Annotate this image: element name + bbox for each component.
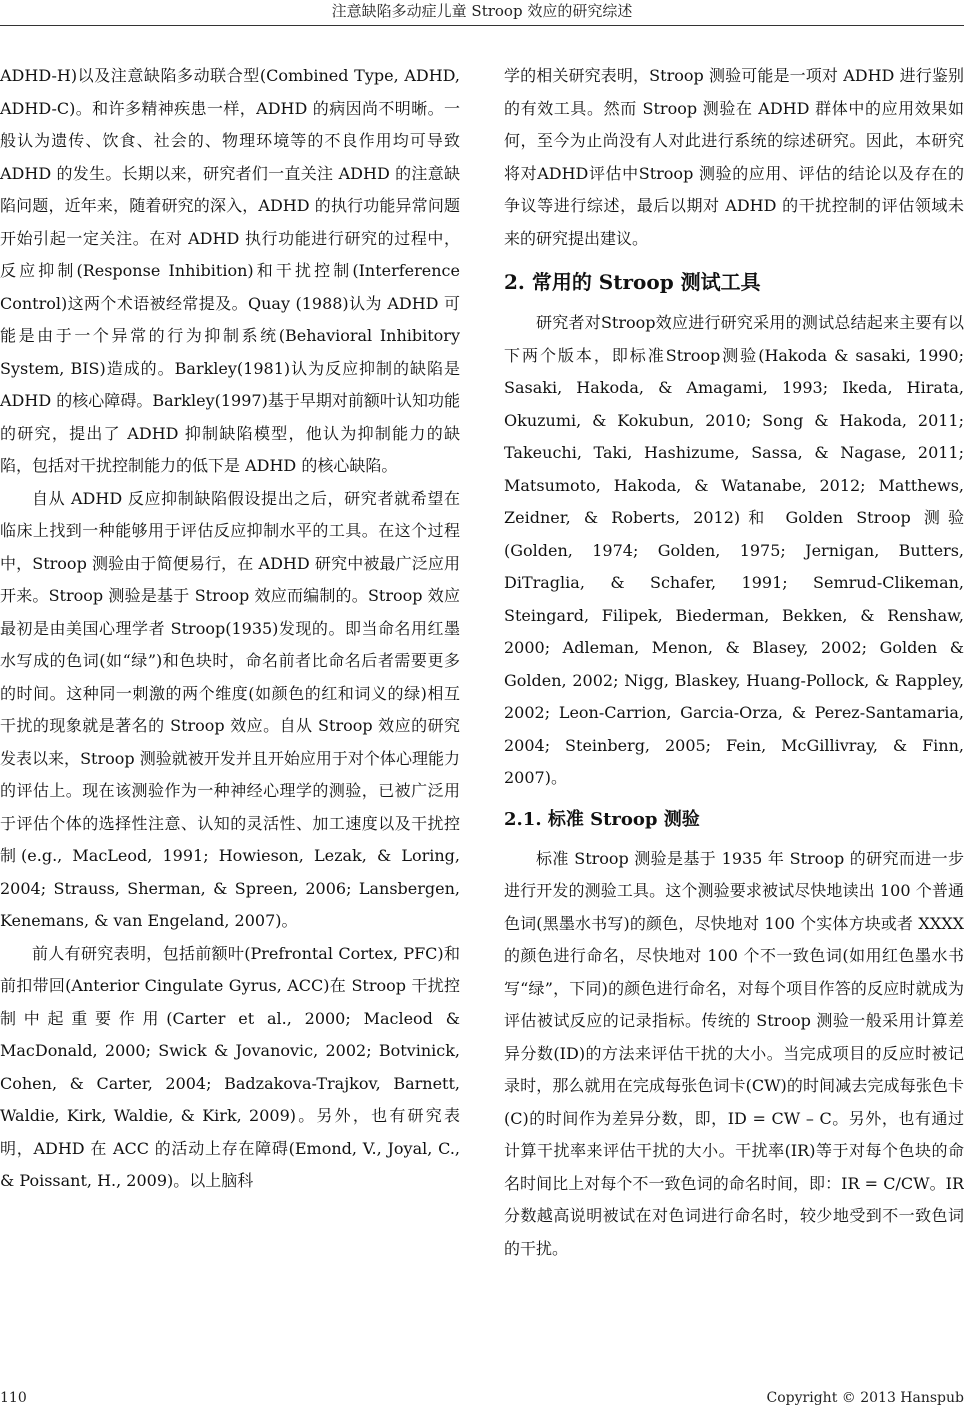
body-paragraph: 学的相关研究表明，Stroop 测验可能是一项对 ADHD 进行鉴别的有效工具。然而 Stroop 测验在 ADHD 群体中的应用效果如何，至今为止尚没有人对此进行系统的综述研究。因此，本研究将对ADHD评估中Stroop 测验的应用、评估的结论以及存在的争议等进行综述，最后以期对 ADHD 的干扰控制的评估领域未来的研究提出建议。 [504,66,964,248]
copyright-notice: Copyright © 2013 Hanspub [766,1390,964,1406]
body-paragraph: ADHD-H)以及注意缺陷多动联合型(Combined Type, ADHD, ADHD-C)。和许多精神疾患一样，ADHD 的病因尚不明晰。一般认为遗传、饮食、社会的、物理环境等的不良作用均可导致 ADHD 的发生。长期以来，研究者们一直关注 ADHD 的注意缺陷问题，近年来，随着研究的深入，ADHD 的执行功能异常问题开始引起一定关注。在对 ADHD 执行功能进行研究的过程中，反应抑制(Response Inhibition)和干扰控制(Interference Control)这两个术语被经常提及。Quay (1988)认为 ADHD 可能是由于一个异常的行为抑制系统(Behavioral Inhibitory System, BIS)造成的。Barkley(1981)认为反应抑制的缺陷是 ADHD 的核心障碍。Barkley(1997)基于早期对前额叶认知功能的研究，提出了 ADHD 抑制缺陷模型，他认为抑制能力的缺陷，包括对干扰控制能力的低下是 ADHD 的核心缺陷。 [0,66,460,475]
running-head-title: 注意缺陷多动症儿童 Stroop 效应的研究综述 [331,2,633,20]
body-paragraph: 自从 ADHD 反应抑制缺陷假设提出之后，研究者就希望在临床上找到一种能够用于评估反应抑制水平的工具。在这个过程中，Stroop 测验由于简便易行，在 ADHD 研究中被最广泛应用开来。Stroop 测验是基于 Stroop 效应而编制的。Stroop 效应最初是由美国心理学者 Stroop(1935)发现的。即当命名用红墨水写成的色词(如“绿”)和色块时，命名前者比命名后者需要更多的时间。这种同一刺激的两个维度(如颜色的红和词义的绿)相互干扰的现象就是著名的 Stroop 效应。自从 Stroop 效应的研究发表以来，Stroop 测验就被开发并且开始应用于对个体心理能力的评估上。现在该测验作为一种神经心理学的测验，已被广泛用于评估个体的选择性注意、认知的灵活性、加工速度以及干扰控制(e.g., MacLeod, 1991; Howieson, Lezak, & Loring, 2004; Strauss, Sherman, & Spreen, 2006; Lansbergen, Kenemans, & van Engeland, 2007)。 [0,488,460,930]
page-number: 110 [0,1390,27,1406]
body-paragraph: 研究者对Stroop效应进行研究采用的测试总结起来主要有以下两个版本，即标准Stroop测验(Hakoda & sasaki, 1990; Sasaki, Hakoda, & Amagami, 1993; Ikeda, Hirata, Okuzumi, & Kokubun, 2010; Song & Hakoda, 2011; Takeuchi, Taki, Hashizume, Sassa, & Nagase, 2011; Matsumoto, Hakoda, & Watanabe, 2012; Matthews, Zeidner, & Roberts, 2012)和 Golden Stroop 测验 (Golden, 1974; Golden, 1975; Jernigan, Butters, DiTraglia, & Schafer, 1991; Semrud-Clikeman, Steingard, Filipek, Biederman, Bekken, & Renshaw, 2000; Adleman, Menon, & Blasey, 2002; Golden & Golden, 2002; Nigg, Blaskey, Huang-Pollock, & Rappley, 2002; Leon-Carrion, Garcia-Orza, & Perez-Santamaria, 2004; Steinberg, 2005; Fein, McGillivray, & Finn, 2007)。 [504,313,964,787]
body-paragraph: 前人有研究表明，包括前额叶(Prefrontal Cortex, PFC)和前扣带回(Anterior Cingulate Gyrus, ACC)在 Stroop 干扰控制中起重要作用(Carter et al., 2000; Macleod & MacDonald, 2000; Swick & Jovanovic, 2002; Botvinick, Cohen, & Carter, 2004; Badzakova-Trajkov, Barnett, Waldie, Kirk, Waldie, & Kirk, 2009)。另外，也有研究表明，ADHD 在 ACC 的活动上存在障碍(Emond, V., Joyal, C., & Poissant, H., 2009)。以上脑科 [0,943,460,1190]
page-footer [0,1384,964,1414]
body-paragraph: 标准 Stroop 测验是基于 1935 年 Stroop 的研究而进一步进行开发的测验工具。这个测验要求被试尽快地读出 100 个普通色词(黑墨水书写)的颜色，尽快地对 100 个实体方块或者 XXXX 的颜色进行命名，尽快地对 100 个不一致色词(如用红色墨水书写“绿”，下同)的颜色进行命名，对每个项目作答的反应时就成为评估被试反应的记录指标。传统的 Stroop 测验一般采用计算差异分数(ID)的方法来评估干扰的大小。当完成项目的反应时被记录时，那么就用在完成每张色词卡(CW)的时间减去完成每张色卡(C)的时间作为差异分数，即，ID = CW – C。另外，也有通过计算干扰率来评估干扰的大小。干扰率(IR)等于对每个色块的命名时间比上对每个不一致色词的命名时间，即：IR = C/CW。IR 分数越高说明被试在对色词进行命名时，较少地受到不一致色词的干扰。 [504,848,964,1258]
section-heading: 2. 常用的 Stroop 测试工具 [504,270,761,294]
subsection-heading: 2.1. 标准 Stroop 测验 [504,808,700,830]
right-column [504,60,964,1265]
header-divider [0,25,964,26]
left-column [0,60,460,1198]
